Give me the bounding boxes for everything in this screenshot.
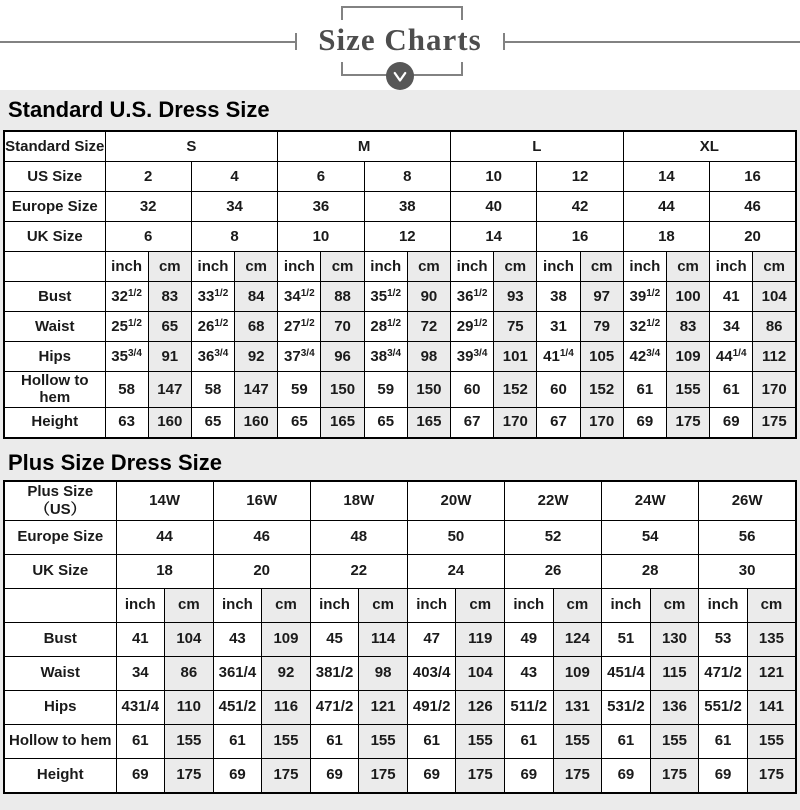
measure-value-cell: 109 xyxy=(666,342,709,372)
measure-value-cell: 141 xyxy=(747,690,796,724)
measure-value-cell: 551/2 xyxy=(699,690,748,724)
measure-value-cell: 61 xyxy=(310,724,359,758)
size-value-cell: 24 xyxy=(407,554,504,588)
size-value-cell: 28 xyxy=(602,554,699,588)
measure-value-cell: 451/2 xyxy=(213,690,262,724)
size-value-cell: 46 xyxy=(710,192,796,222)
unit-header-cell: inch xyxy=(602,588,651,622)
unit-header-cell: inch xyxy=(699,588,748,622)
fraction-superscript: 1/2 xyxy=(387,287,402,299)
measure-value-cell: 491/2 xyxy=(407,690,456,724)
size-value-cell: 32 xyxy=(105,192,191,222)
measure-value-cell: 165 xyxy=(407,407,450,438)
fraction-superscript: 1/2 xyxy=(127,287,142,299)
measure-value-cell: 69 xyxy=(505,758,554,793)
unit-header-cell: inch xyxy=(451,252,494,282)
measure-value-cell: 119 xyxy=(456,622,505,656)
plus-size-heading: Plus Size Dress Size xyxy=(8,449,222,475)
measure-value-cell: 175 xyxy=(456,758,505,793)
size-value-cell: 20 xyxy=(710,222,796,252)
measure-value-cell: $38^{3/4}$ xyxy=(364,342,407,372)
row-label-cell: Bust xyxy=(4,282,105,312)
measure-value-cell: 170 xyxy=(494,407,537,438)
measure-value-cell: 91 xyxy=(148,342,191,372)
unit-header-cell: cm xyxy=(165,588,214,622)
measure-value-cell: 69 xyxy=(310,758,359,793)
measure-value-cell: 83 xyxy=(148,282,191,312)
measure-value-cell: 67 xyxy=(451,407,494,438)
unit-header-cell: cm xyxy=(235,252,278,282)
measure-value-cell: 155 xyxy=(456,724,505,758)
row-label-cell: Hips xyxy=(4,690,116,724)
measure-value-cell: 65 xyxy=(364,407,407,438)
measure-value-cell: 115 xyxy=(650,656,699,690)
row-label-cell: US Size xyxy=(4,162,105,192)
measure-value-cell: 471/2 xyxy=(310,690,359,724)
unit-header-cell: cm xyxy=(148,252,191,282)
measure-value-cell: $36^{1/2}$ xyxy=(451,282,494,312)
size-value-cell: 14 xyxy=(623,162,709,192)
measure-value-cell: 104 xyxy=(456,656,505,690)
fraction-superscript: 1/4 xyxy=(559,347,574,359)
measure-value-cell: 150 xyxy=(321,372,364,408)
unit-header-cell: cm xyxy=(494,252,537,282)
measure-value-cell: 65 xyxy=(148,312,191,342)
measure-value-cell: 58 xyxy=(105,372,148,408)
measure-value-cell: 109 xyxy=(262,622,311,656)
standard-size-table xyxy=(3,130,797,439)
measure-value-cell: $41^{1/4}$ xyxy=(537,342,580,372)
fraction-superscript: 3/4 xyxy=(473,347,488,359)
measure-value-cell: 160 xyxy=(235,407,278,438)
measure-value-cell: 147 xyxy=(148,372,191,408)
measure-value-cell: 109 xyxy=(553,656,602,690)
measure-value-cell: $28^{1/2}$ xyxy=(364,312,407,342)
measure-value-cell: 59 xyxy=(278,372,321,408)
row-label-cell: Height xyxy=(4,758,116,793)
measure-value-cell: 121 xyxy=(747,656,796,690)
measure-value-cell: 98 xyxy=(359,656,408,690)
fraction-superscript: 1/2 xyxy=(214,317,229,329)
measure-value-cell: 68 xyxy=(235,312,278,342)
measure-value-cell: 155 xyxy=(553,724,602,758)
size-value-cell: 16 xyxy=(537,222,623,252)
measure-value-cell: 43 xyxy=(505,656,554,690)
measure-value-cell: 135 xyxy=(747,622,796,656)
unit-header-cell: inch xyxy=(116,588,165,622)
size-group-cell: 22W xyxy=(505,481,602,521)
row-label-cell: Hollow to hem xyxy=(4,724,116,758)
row-label-cell: UK Size xyxy=(4,222,105,252)
size-group-cell: 20W xyxy=(407,481,504,521)
measure-value-cell: 147 xyxy=(235,372,278,408)
measure-value-cell: $25^{1/2}$ xyxy=(105,312,148,342)
measure-value-cell: 83 xyxy=(666,312,709,342)
fraction-superscript: 1/2 xyxy=(473,317,488,329)
measure-value-cell: 58 xyxy=(191,372,234,408)
unit-header-cell: inch xyxy=(710,252,753,282)
measure-value-cell: 60 xyxy=(537,372,580,408)
measure-value-cell: 61 xyxy=(710,372,753,408)
fraction-superscript: 1/2 xyxy=(473,287,488,299)
measure-value-cell: 155 xyxy=(666,372,709,408)
measure-value-cell: $35^{3/4}$ xyxy=(105,342,148,372)
measure-value-cell: $36^{3/4}$ xyxy=(191,342,234,372)
measure-value-cell: 43 xyxy=(213,622,262,656)
measure-value-cell: 114 xyxy=(359,622,408,656)
measure-value-cell: $37^{3/4}$ xyxy=(278,342,321,372)
measure-value-cell: 152 xyxy=(580,372,623,408)
unit-header-cell: cm xyxy=(747,588,796,622)
measure-value-cell: 38 xyxy=(537,282,580,312)
row-label-cell xyxy=(4,252,105,282)
measure-value-cell: 49 xyxy=(505,622,554,656)
measure-value-cell: 175 xyxy=(666,407,709,438)
measure-value-cell: $32^{1/2}$ xyxy=(105,282,148,312)
corner-label-cell: Plus Size （US） xyxy=(4,481,116,521)
measure-value-cell: 403/4 xyxy=(407,656,456,690)
measure-value-cell: 63 xyxy=(105,407,148,438)
measure-value-cell: 451/4 xyxy=(602,656,651,690)
measure-value-cell: 61 xyxy=(505,724,554,758)
size-value-cell: 18 xyxy=(623,222,709,252)
size-value-cell: 50 xyxy=(407,520,504,554)
measure-value-cell: 97 xyxy=(580,282,623,312)
measure-value-cell: 175 xyxy=(359,758,408,793)
fraction-superscript: 1/2 xyxy=(300,317,315,329)
row-label-cell: Europe Size xyxy=(4,192,105,222)
plus-size-section xyxy=(0,446,800,794)
size-value-cell: 20 xyxy=(213,554,310,588)
fraction-superscript: 1/4 xyxy=(732,347,747,359)
fraction-superscript: 1/2 xyxy=(214,287,229,299)
unit-header-cell: inch xyxy=(310,588,359,622)
row-label-cell: Waist xyxy=(4,312,105,342)
unit-header-cell: cm xyxy=(359,588,408,622)
unit-header-cell: cm xyxy=(321,252,364,282)
measure-value-cell: 104 xyxy=(753,282,796,312)
measure-value-cell: 72 xyxy=(407,312,450,342)
measure-value-cell: 69 xyxy=(602,758,651,793)
standard-size-section xyxy=(0,90,800,439)
measure-value-cell: 155 xyxy=(262,724,311,758)
measure-value-cell: 175 xyxy=(650,758,699,793)
unit-header-cell: inch xyxy=(213,588,262,622)
unit-header-cell: inch xyxy=(537,252,580,282)
unit-header-cell: inch xyxy=(364,252,407,282)
size-value-cell: 6 xyxy=(105,222,191,252)
measure-value-cell: 96 xyxy=(321,342,364,372)
measure-value-cell: 90 xyxy=(407,282,450,312)
fraction-superscript: 1/2 xyxy=(646,317,661,329)
measure-value-cell: $39^{1/2}$ xyxy=(623,282,666,312)
measure-value-cell: 126 xyxy=(456,690,505,724)
size-value-cell: 44 xyxy=(116,520,213,554)
measure-value-cell: 86 xyxy=(753,312,796,342)
measure-value-cell: 47 xyxy=(407,622,456,656)
measure-value-cell: 381/2 xyxy=(310,656,359,690)
measure-value-cell: 130 xyxy=(650,622,699,656)
measure-value-cell: 93 xyxy=(494,282,537,312)
measure-value-cell: 136 xyxy=(650,690,699,724)
unit-header-cell: cm xyxy=(553,588,602,622)
measure-value-cell: 61 xyxy=(407,724,456,758)
row-label-cell: Bust xyxy=(4,622,116,656)
measure-value-cell: 61 xyxy=(213,724,262,758)
fraction-superscript: 1/2 xyxy=(300,287,315,299)
measure-value-cell: 31 xyxy=(537,312,580,342)
size-group-cell: S xyxy=(105,131,278,162)
measure-value-cell: 361/4 xyxy=(213,656,262,690)
fraction-superscript: 3/4 xyxy=(214,347,229,359)
size-value-cell: 8 xyxy=(364,162,450,192)
size-value-cell: 8 xyxy=(191,222,277,252)
measure-value-cell: 511/2 xyxy=(505,690,554,724)
measure-value-cell: 41 xyxy=(116,622,165,656)
measure-value-cell: 84 xyxy=(235,282,278,312)
measure-value-cell: 110 xyxy=(165,690,214,724)
measure-value-cell: 69 xyxy=(213,758,262,793)
measure-value-cell: 59 xyxy=(364,372,407,408)
chevron-down-icon xyxy=(386,62,414,90)
unit-header-cell: inch xyxy=(407,588,456,622)
measure-value-cell: 70 xyxy=(321,312,364,342)
measure-value-cell: 69 xyxy=(699,758,748,793)
size-value-cell: 10 xyxy=(278,222,364,252)
measure-value-cell: 51 xyxy=(602,622,651,656)
measure-value-cell: 34 xyxy=(116,656,165,690)
measure-value-cell: 155 xyxy=(359,724,408,758)
size-group-cell: 14W xyxy=(116,481,213,521)
measure-value-cell: 175 xyxy=(747,758,796,793)
size-value-cell: 10 xyxy=(451,162,537,192)
measure-value-cell: 160 xyxy=(148,407,191,438)
unit-header-cell: cm xyxy=(666,252,709,282)
measure-value-cell: 88 xyxy=(321,282,364,312)
measure-value-cell: 165 xyxy=(321,407,364,438)
measure-value-cell: 61 xyxy=(116,724,165,758)
unit-header-cell: inch xyxy=(505,588,554,622)
measure-value-cell: 155 xyxy=(650,724,699,758)
size-value-cell: 42 xyxy=(537,192,623,222)
measure-value-cell: 116 xyxy=(262,690,311,724)
title-bracket-top xyxy=(341,6,463,20)
size-group-cell: XL xyxy=(623,131,796,162)
unit-header-cell: cm xyxy=(407,252,450,282)
unit-header-cell: inch xyxy=(191,252,234,282)
measure-value-cell: 69 xyxy=(407,758,456,793)
measure-value-cell: 100 xyxy=(666,282,709,312)
measure-value-cell: 86 xyxy=(165,656,214,690)
measure-value-cell: 53 xyxy=(699,622,748,656)
unit-header-cell: inch xyxy=(623,252,666,282)
measure-value-cell: $29^{1/2}$ xyxy=(451,312,494,342)
measure-value-cell: 34 xyxy=(710,312,753,342)
unit-header-cell: cm xyxy=(456,588,505,622)
size-value-cell: 22 xyxy=(310,554,407,588)
measure-value-cell: $26^{1/2}$ xyxy=(191,312,234,342)
size-value-cell: 30 xyxy=(699,554,796,588)
row-label-cell: Height xyxy=(4,407,105,438)
measure-value-cell: 170 xyxy=(580,407,623,438)
size-value-cell: 46 xyxy=(213,520,310,554)
measure-value-cell: 121 xyxy=(359,690,408,724)
measure-value-cell: 61 xyxy=(602,724,651,758)
measure-value-cell: 92 xyxy=(262,656,311,690)
size-value-cell: 6 xyxy=(278,162,364,192)
measure-value-cell: 155 xyxy=(747,724,796,758)
page-title: Size Charts xyxy=(318,22,482,57)
size-value-cell: 52 xyxy=(505,520,602,554)
size-value-cell: 16 xyxy=(710,162,796,192)
measure-value-cell: 75 xyxy=(494,312,537,342)
measure-value-cell: 175 xyxy=(553,758,602,793)
fraction-superscript: 3/4 xyxy=(387,347,402,359)
measure-value-cell: 150 xyxy=(407,372,450,408)
measure-value-cell: 175 xyxy=(262,758,311,793)
unit-header-cell: cm xyxy=(650,588,699,622)
measure-value-cell: 65 xyxy=(191,407,234,438)
measure-value-cell: 65 xyxy=(278,407,321,438)
size-value-cell: 48 xyxy=(310,520,407,554)
size-group-cell: 24W xyxy=(602,481,699,521)
measure-value-cell: 101 xyxy=(494,342,537,372)
row-label-cell: Europe Size xyxy=(4,520,116,554)
measure-value-cell: $44^{1/4}$ xyxy=(710,342,753,372)
unit-header-cell: inch xyxy=(105,252,148,282)
row-label-cell: Waist xyxy=(4,656,116,690)
measure-value-cell: 155 xyxy=(165,724,214,758)
measure-value-cell: 104 xyxy=(165,622,214,656)
measure-value-cell: 69 xyxy=(116,758,165,793)
plus-size-table xyxy=(3,480,797,794)
size-group-cell: 16W xyxy=(213,481,310,521)
measure-value-cell: 152 xyxy=(494,372,537,408)
measure-value-cell: 98 xyxy=(407,342,450,372)
row-label-cell xyxy=(4,588,116,622)
measure-value-cell: 79 xyxy=(580,312,623,342)
size-value-cell: 12 xyxy=(364,222,450,252)
measure-value-cell: 105 xyxy=(580,342,623,372)
measure-value-cell: 124 xyxy=(553,622,602,656)
size-value-cell: 56 xyxy=(699,520,796,554)
size-group-cell: L xyxy=(451,131,624,162)
size-value-cell: 34 xyxy=(191,192,277,222)
size-value-cell: 38 xyxy=(364,192,450,222)
size-value-cell: 40 xyxy=(451,192,537,222)
size-value-cell: 36 xyxy=(278,192,364,222)
size-group-cell: 18W xyxy=(310,481,407,521)
standard-size-heading: Standard U.S. Dress Size xyxy=(8,97,270,122)
measure-value-cell: 69 xyxy=(710,407,753,438)
measure-value-cell: 61 xyxy=(699,724,748,758)
measure-value-cell: 61 xyxy=(623,372,666,408)
measure-value-cell: 67 xyxy=(537,407,580,438)
measure-value-cell: $39^{3/4}$ xyxy=(451,342,494,372)
size-value-cell: 4 xyxy=(191,162,277,192)
row-label-cell: Hollow to hem xyxy=(4,372,105,408)
size-value-cell: 26 xyxy=(505,554,602,588)
measure-value-cell: $35^{1/2}$ xyxy=(364,282,407,312)
fraction-superscript: 3/4 xyxy=(300,347,315,359)
page-header xyxy=(0,0,800,90)
measure-value-cell: 92 xyxy=(235,342,278,372)
measure-value-cell: $32^{1/2}$ xyxy=(623,312,666,342)
size-value-cell: 18 xyxy=(116,554,213,588)
row-label-cell: UK Size xyxy=(4,554,116,588)
fraction-superscript: 3/4 xyxy=(646,347,661,359)
size-value-cell: 14 xyxy=(451,222,537,252)
measure-value-cell: 69 xyxy=(623,407,666,438)
size-value-cell: 54 xyxy=(602,520,699,554)
row-label-cell: Hips xyxy=(4,342,105,372)
measure-value-cell: 175 xyxy=(753,407,796,438)
measure-value-cell: 471/2 xyxy=(699,656,748,690)
measure-value-cell: $42^{3/4}$ xyxy=(623,342,666,372)
unit-header-cell: inch xyxy=(278,252,321,282)
fraction-superscript: 1/2 xyxy=(646,287,661,299)
size-group-cell: M xyxy=(278,131,451,162)
measure-value-cell: 531/2 xyxy=(602,690,651,724)
measure-value-cell: 170 xyxy=(753,372,796,408)
unit-header-cell: cm xyxy=(262,588,311,622)
measure-value-cell: 60 xyxy=(451,372,494,408)
measure-value-cell: 431/4 xyxy=(116,690,165,724)
corner-label-cell: Standard Size xyxy=(4,131,105,162)
size-value-cell: 44 xyxy=(623,192,709,222)
measure-value-cell: $27^{1/2}$ xyxy=(278,312,321,342)
size-value-cell: 2 xyxy=(105,162,191,192)
fraction-superscript: 1/2 xyxy=(387,317,402,329)
measure-value-cell: 131 xyxy=(553,690,602,724)
measure-value-cell: 41 xyxy=(710,282,753,312)
size-group-cell: 26W xyxy=(699,481,796,521)
measure-value-cell: 45 xyxy=(310,622,359,656)
measure-value-cell: $34^{1/2}$ xyxy=(278,282,321,312)
unit-header-cell: cm xyxy=(580,252,623,282)
unit-header-cell: cm xyxy=(753,252,796,282)
fraction-superscript: 1/2 xyxy=(127,317,142,329)
measure-value-cell: $33^{1/2}$ xyxy=(191,282,234,312)
measure-value-cell: 175 xyxy=(165,758,214,793)
fraction-superscript: 3/4 xyxy=(127,347,142,359)
size-value-cell: 12 xyxy=(537,162,623,192)
measure-value-cell: 112 xyxy=(753,342,796,372)
